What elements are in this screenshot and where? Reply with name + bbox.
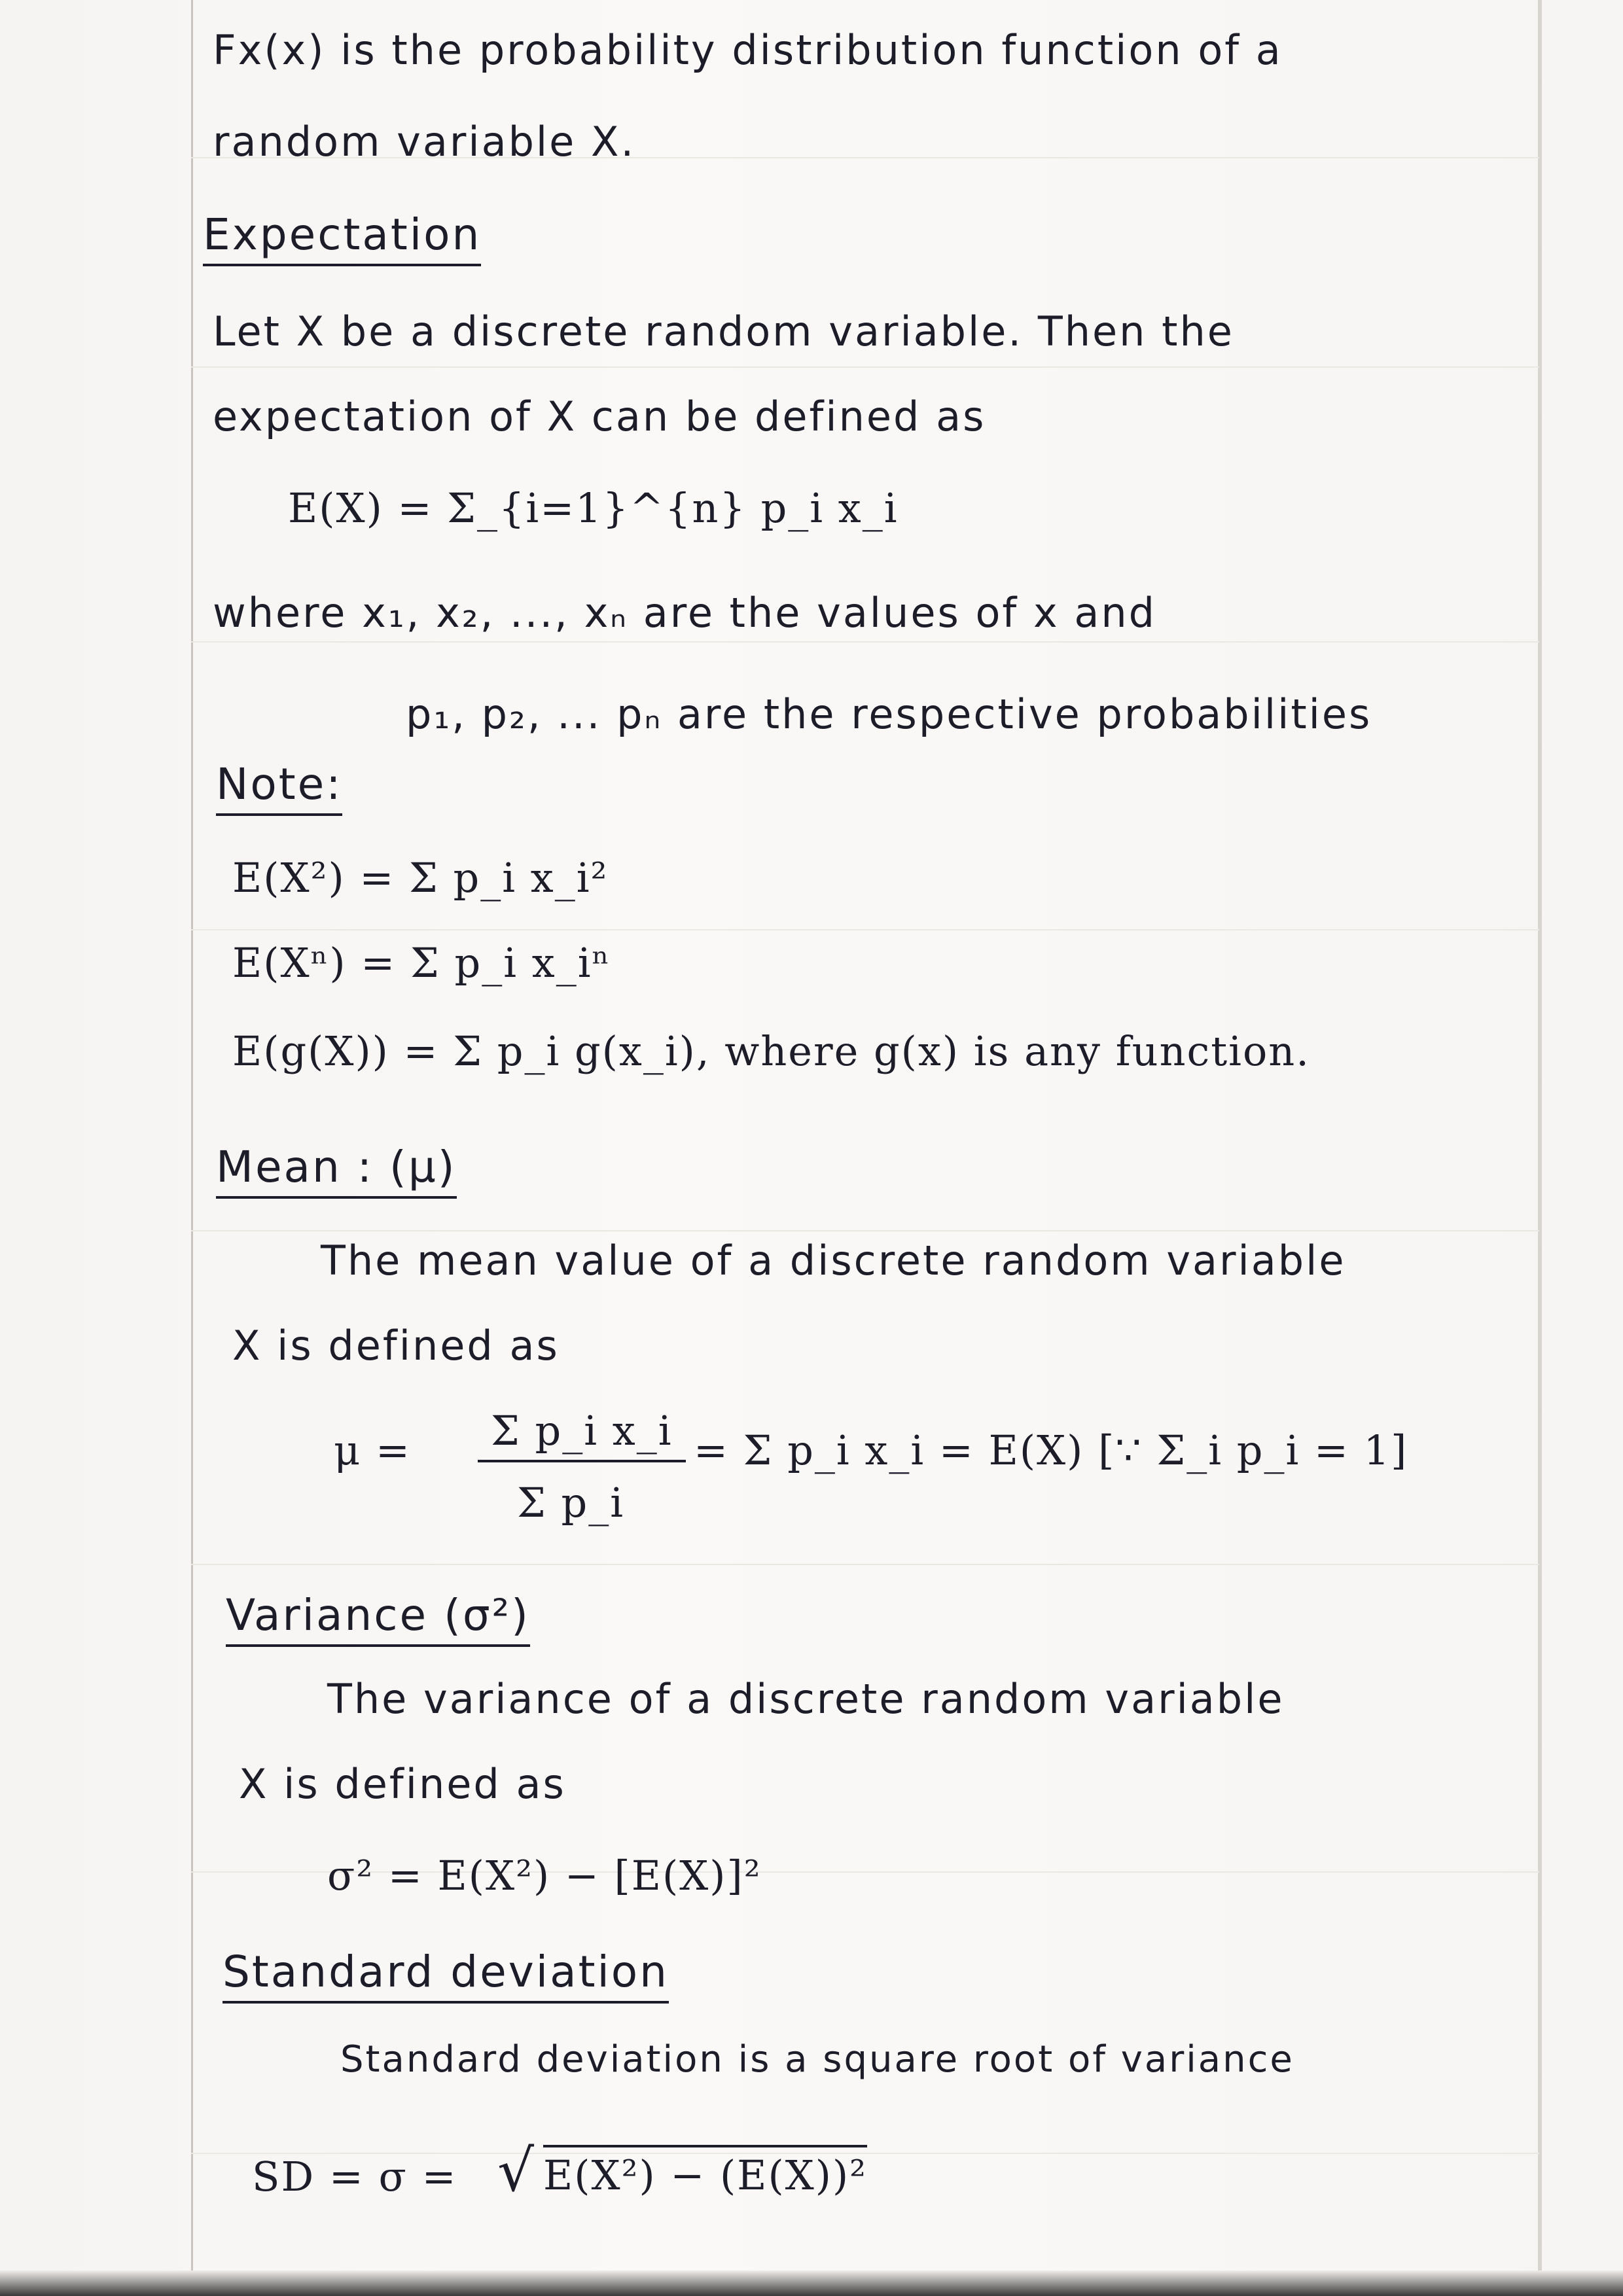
expectation-line-1: Let X be a discrete random variable. Then the [213, 308, 1234, 355]
sd-heading: Standard deviation [223, 1947, 669, 2004]
ruled-line [191, 1230, 1539, 1231]
expectation-where-1: where x₁, x₂, ..., xₙ are the values of x and [213, 589, 1156, 637]
mean-formula-lhs: μ = [334, 1426, 411, 1474]
page-edge [1538, 0, 1542, 2296]
mean-denominator: Σ p_i [517, 1479, 625, 1527]
variance-formula: σ² = E(X²) − [E(X)]² [327, 1852, 762, 1899]
variance-heading: Variance (σ²) [226, 1590, 530, 1647]
ruled-line [191, 1564, 1539, 1565]
sd-formula-radicand: E(X²) − (E(X))² [543, 2145, 867, 2199]
mean-formula-rhs: = Σ p_i x_i = E(X) [∵ Σ_i p_i = 1] [694, 1426, 1408, 1474]
sqrt-sign: √ [497, 2137, 535, 2204]
variance-line-1: The variance of a discrete random variable [327, 1675, 1285, 1723]
ruled-line [191, 929, 1539, 930]
mean-line-2: X is defined as [232, 1322, 560, 1369]
expectation-heading: Expectation [203, 209, 481, 266]
expectation-line-2: expectation of X can be defined as [213, 393, 986, 440]
ruled-line [191, 641, 1539, 643]
mean-line-1: The mean value of a discrete random variable [321, 1237, 1346, 1284]
sd-formula-lhs: SD = σ = [252, 2153, 457, 2200]
note-heading: Note: [216, 759, 342, 816]
note-formula-2: E(Xⁿ) = Σ p_i x_iⁿ [232, 939, 611, 987]
mean-numerator: Σ p_i x_i [478, 1407, 686, 1462]
expectation-formula: E(X) = Σ_{i=1}^{n} p_i x_i [288, 484, 899, 532]
margin-line [191, 0, 193, 2296]
expectation-where-2: p₁, p₂, ... pₙ are the respective probabilities [406, 690, 1372, 738]
sd-line-1: Standard deviation is a square root of variance [340, 2038, 1294, 2081]
intro-line-1: Fx(x) is the probability distribution function of a [213, 26, 1283, 74]
variance-line-2: X is defined as [239, 1760, 566, 1808]
mean-heading: Mean : (μ) [216, 1142, 457, 1199]
page-bottom-shadow [0, 2270, 1623, 2296]
note-formula-3: E(g(X)) = Σ p_i g(x_i), where g(x) is any function. [232, 1027, 1310, 1075]
ruled-line [191, 366, 1539, 368]
note-formula-1: E(X²) = Σ p_i x_i² [232, 854, 609, 902]
intro-line-2: random variable X. [213, 118, 636, 166]
